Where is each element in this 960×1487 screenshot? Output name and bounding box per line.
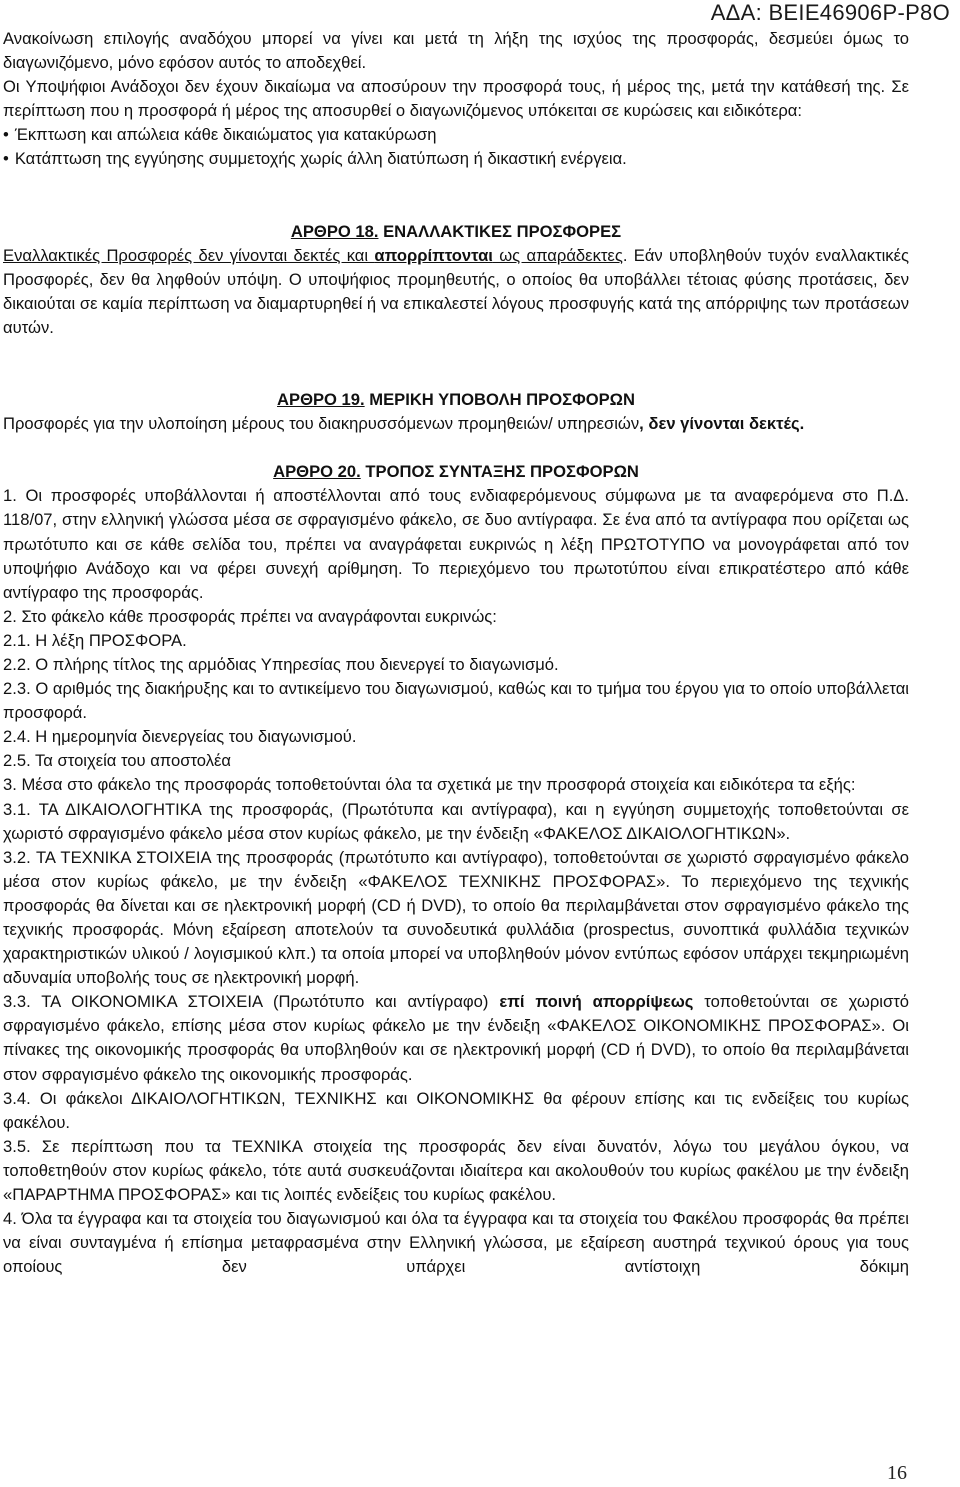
paragraph: 2.2. Ο πλήρης τίτλος της αρμόδιας Υπηρεσίας που διενεργεί το διαγωνισμό. bbox=[3, 654, 559, 674]
paragraph: 2.5. Τα στοιχεία του αποστολέα bbox=[3, 751, 232, 771]
emphasis: , δεν γίνονται δεκτές. bbox=[639, 414, 805, 434]
paragraph: 2.3. Ο αριθμός της διακήρυξης και το αντικείμενο του διαγωνισμού, καθώς και το τμήμα του έργου για το οποίο υποβάλλεται προσφορά. bbox=[3, 679, 909, 723]
ada-code: ΑΔΑ: ΒΕΙΕ46906Ρ-Ρ8Ο bbox=[710, 0, 950, 25]
article-number: ΑΡΘΡΟ 20. bbox=[273, 462, 361, 482]
article-19-body: Προσφορές για την υλοποίηση μέρους του διακηρυσσόμενων προμηθειών/ υπηρεσιών, δεν γίνονται δεκτές. bbox=[3, 414, 805, 434]
article-18-body: Εναλλακτικές Προσφορές δεν γίνονται δεκτές και απορρίπτονται ως απαράδεκτες. Εάν υποβληθούν τυχόν εναλλακτικές Προσφορές, δεν θα ληφθούν υπόψη. Ο υποψήφιος προμηθευτής, ο οποίος θα υποβάλλει τέτοιας φύσης προτάσεις, δεν δικαιούται σε καμία περίπτωση να διαμαρτυρηθεί ή να επικαλεστεί λόγους προσφυγής κατά της απόρριψης των προτάσεων αυτών. bbox=[3, 245, 909, 337]
paragraph: 3.3. ΤΑ ΟΙΚΟΝΟΜΙΚΑ ΣΤΟΙΧΕΙΑ (Πρωτότυπο και αντίγραφο) επί ποινή απορρίψεως τοποθετούνται σε χωριστό σφραγισμένο φάκελο, επίσης μέσα στον κυρίως φάκελο με την ένδειξη «ΦΑΚΕΛΟΣ ΟΙΚΟΝΟΜΙΚΗΣ ΠΡΟΣΦΟΡΑΣ». Οι πίνακες της οικονομικής προσφοράς θα υποβληθούν και σε ηλεκτρονική μορφή (CD ή DVD), το οποίο θα περιλαμβάνεται στον σφραγισμένο φάκελο της οικονομικής προσφοράς. bbox=[3, 992, 910, 1084]
article-19-heading bbox=[3, 388, 909, 412]
article-title: ΜΕΡΙΚΗ ΥΠΟΒΟΛΗ ΠΡΟΣΦΟΡΩΝ bbox=[364, 390, 635, 410]
article-18-heading bbox=[3, 220, 909, 244]
article-number: ΑΡΘΡΟ 18. bbox=[290, 221, 379, 241]
paragraph: 3.4. Οι φάκελοι ΔΙΚΑΙΟΛΟΓΗΤΙΚΩΝ, ΤΕΧΝΙΚΗΣ και ΟΙΚΟΝΟΜΙΚΗΣ θα φέρουν επίσης και τις ενδείξεις του κυρίως φακέλου. bbox=[3, 1088, 909, 1132]
article-20-heading bbox=[3, 460, 909, 484]
bullet-item: • Κατάπτωση της εγγύησης συμμετοχής χωρίς άλλη διατύπωση ή δικαστική ενέργεια. bbox=[3, 147, 909, 171]
emphasis: επί ποινή απορρίψεως bbox=[499, 992, 694, 1012]
article-number: ΑΡΘΡΟ 19. bbox=[277, 390, 365, 410]
bullet-item: • Έκπτωση και απώλεια κάθε δικαιώματος για κατακύρωση bbox=[3, 123, 909, 147]
article-title: ΤΡΟΠΟΣ ΣΥΝΤΑΞΗΣ ΠΡΟΣΦΟΡΩΝ bbox=[360, 462, 639, 482]
paragraph: 1. Οι προσφορές υποβάλλονται ή αποστέλλονται από τους ενδιαφερόμενους σύμφωνα με τα αναφερόμενα στο Π.Δ. 118/07, στην ελληνική γλώσσα μέσα σε σφραγισμένο φάκελο, σε δυο αντίγραφα. Σε ένα από τα αντίγραφα που ορίζεται ως πρωτότυπο και σε κάθε σελίδα του, πρέπει να αναγράφεται ευκρινώς η λέξη ΠΡΩΤΟΤΥΠΟ να μονογράφεται από τον υποψήφιο Ανάδοχο και να φέρει συνεχή αρίθμηση. Το περιεχόμενο του πρωτοτύπου είναι επικρατέστερο από κάθε αντίγραφο της προσφοράς. bbox=[3, 486, 909, 602]
spacer bbox=[3, 436, 909, 460]
paragraph: 2. Στο φάκελο κάθε προσφοράς πρέπει να αναγράφονται ευκρινώς: bbox=[3, 606, 497, 626]
page-number: 16 bbox=[887, 1462, 907, 1484]
document-body bbox=[3, 27, 909, 1279]
paragraph: 3. Μέσα στο φάκελο της προσφοράς τοποθετούνται όλα τα σχετικά με την προσφορά στοιχεία και ειδικότερα τα εξής: bbox=[3, 775, 856, 795]
intro-paragraph-1: Ανακοίνωση επιλογής αναδόχου μπορεί να γίνει και μετά τη λήξη της ισχύος της προσφοράς, δεσμεύει όμως το διαγωνιζόμενο, μόνο εφόσον αυτός το αποδεχθεί. bbox=[3, 29, 909, 73]
paragraph: 2.4. Η ημερομηνία διενεργείας του διαγωνισμού. bbox=[3, 727, 357, 747]
paragraph: 3.1. ΤΑ ΔΙΚΑΙΟΛΟΓΗΤΙΚΑ της προσφοράς, (Πρωτότυπα και αντίγραφα), και η εγγύηση συμμετοχής τοποθετούνται σε χωριστό σφραγισμένο φάκελο μέσα στον κυρίως φάκελο, με την ένδειξη «ΦΑΚΕΛΟΣ ΔΙΚΑΙΟΛΟΓΗΤΙΚΩΝ». bbox=[3, 799, 909, 843]
paragraph: 3.2. ΤΑ ΤΕΧΝΙΚΑ ΣΤΟΙΧΕΙΑ της προσφοράς (πρωτότυπο και αντίγραφο), τοποθετούνται σε χωριστό σφραγισμένο φάκελο μέσα στον κυρίως φάκελο, με την ένδειξη «ΦΑΚΕΛΟΣ ΤΕΧΝΙΚΗΣ ΠΡΟΣΦΟΡΑΣ». Το περιεχόμενο της τεχνικής προσφοράς θα δίνεται και σε ηλεκτρονική μορφή (CD ή DVD), το οποίο θα περιλαμβάνεται στον σφραγισμένο φάκελο της τεχνικής προσφοράς. Μόνη εξαίρεση αποτελούν τα συνοδευτικά φυλλάδια (prospectus, συνοπτικά φυλλάδια τεχνικών χαρακτηριστικών υλικού / λογισμικού κλπ.) τα οποία μπορεί να υποβληθούν μόνον εντύπως εφόσον υπάρχει τεκμηριωμένη αδυναμία υποβολής τους σε ηλεκτρονική μορφή. bbox=[3, 847, 909, 988]
paragraph: 2.1. Η λέξη ΠΡΟΣΦΟΡΑ. bbox=[3, 630, 187, 650]
paragraph: 3.5. Σε περίπτωση που τα ΤΕΧΝΙΚΑ στοιχεία της προσφοράς δεν είναι δυνατόν, λόγω του μεγάλου όγκου, να τοποθετηθούν στον κυρίως φάκελο, τότε αυτά συσκευάζονται ιδιαίτερα και ακολουθούν του κυρίως φακέλου με την ένδειξη «ΠΑΡΑΡΤΗΜΑ ΠΡΟΣΦΟΡΑΣ» και τις λοιπές ενδείξεις του κυρίως φακέλου. bbox=[3, 1136, 909, 1205]
emphasis: απορρίπτονται bbox=[374, 245, 493, 265]
spacer bbox=[3, 340, 909, 388]
article-title: ΕΝΑΛΛΑΚΤΙΚΕΣ ΠΡΟΣΦΟΡΕΣ bbox=[378, 221, 622, 241]
paragraph: 4. Όλα τα έγγραφα και τα στοιχεία του διαγωνισμού και όλα τα έγγραφα και τα στοιχεία του Φακέλου προσφοράς θα πρέπει να είναι συνταγμένα ή επίσημα μεταφρασμένα στην Ελληνική γλώσσα, με εξαίρεση αυστηρά τεχνικού όρους για τους οποίους δεν υπάρχει αντίστοιχη δόκιμη bbox=[3, 1209, 909, 1277]
intro-paragraph-2: Οι Υποψήφιοι Ανάδοχοι δεν έχουν δικαίωμα να αποσύρουν την προσφορά τους, ή μέρος της, μετά την κατάθεσή της. Σε περίπτωση που η προσφορά ή μέρος της αποσυρθεί ο διαγωνιζόμενος υπόκειται σε κυρώσεις και ειδικότερα: bbox=[3, 77, 909, 121]
spacer bbox=[3, 172, 909, 220]
